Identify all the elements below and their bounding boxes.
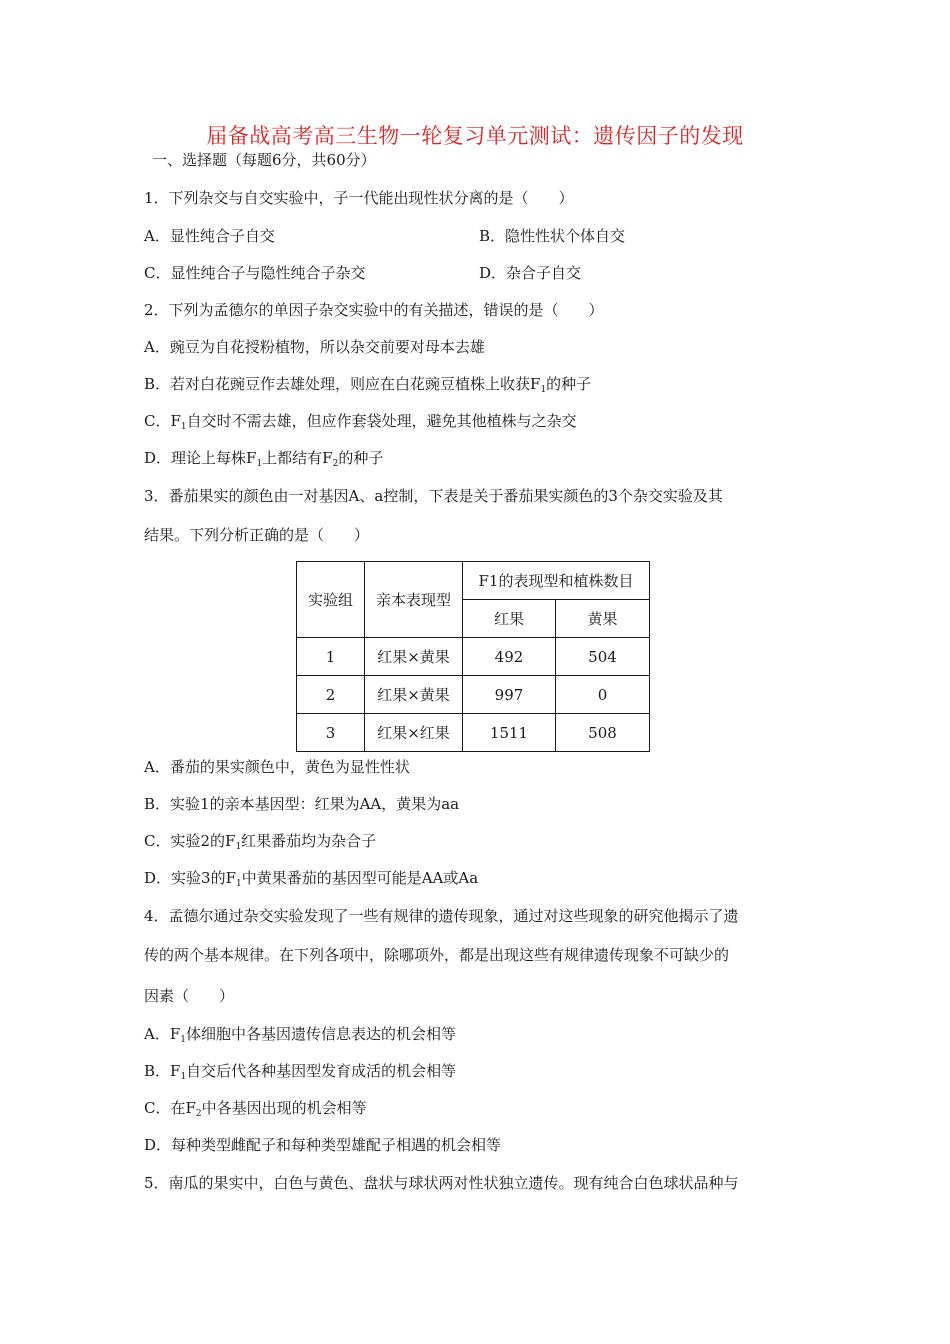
question-4-option-b: B．$F_1$自交后代各种基因型发育成活的机会相等	[144, 1062, 457, 1082]
question-3-option-b: B．实验1的亲本基因型：红果为AA，黄果为aa	[144, 795, 460, 813]
question-2-option-b: B．若对白花豌豆作去雄处理，则应在白花豌豆植株上收获$F_1$的种子	[144, 375, 592, 395]
cell-red: 1511	[463, 714, 556, 752]
question-2-option-a: A．豌豆为自花授粉植物，所以杂交前要对母本去雄	[144, 338, 485, 356]
cell-red: 997	[463, 676, 556, 714]
table-row	[297, 676, 650, 714]
question-1-option-d: D．杂合子自交	[479, 264, 582, 282]
cell-group: 2	[297, 676, 365, 714]
header-parent-phenotype: 亲本表现型	[365, 562, 463, 638]
header-group: 实验组	[297, 562, 365, 638]
question-4-stem-line2: 传的两个基本规律。在下列各项中，除哪项外，都是出现这些有规律遗传现象不可缺少的	[144, 946, 730, 964]
question-3-stem-line1: 3．番茄果实的颜色由一对基因A、a控制，下表是关于番茄果实颜色的3个杂交实验及其	[144, 487, 723, 505]
question-3-option-a: A．番茄的果实颜色中，黄色为显性性状	[144, 758, 410, 776]
question-5-stem-line1: 5．南瓜的果实中，白色与黄色、盘状与球状两对性状独立遗传。现有纯合白色球状品种与	[144, 1174, 739, 1192]
cell-yellow: 0	[556, 676, 650, 714]
question-2-option-d: D．理论上每株$F_1$上都结有$F_2$的种子	[144, 449, 384, 469]
cell-parent: 红果×红果	[365, 714, 463, 752]
question-4-option-d: D．每种类型雌配子和每种类型雄配子相遇的机会相等	[144, 1136, 502, 1154]
cell-group: 3	[297, 714, 365, 752]
document-title: 届备战高考高三生物一轮复习单元测试：遗传因子的发现	[206, 124, 744, 148]
question-2-stem: 2．下列为孟德尔的单因子杂交实验中的有关描述，错误的是（ ）	[144, 301, 604, 319]
cell-yellow: 504	[556, 638, 650, 676]
question-4-option-c: C．在$F_2$中各基因出现的机会相等	[144, 1099, 367, 1119]
question-4-stem-line1: 4．孟德尔通过杂交实验发现了一些有规律的遗传现象，通过对这些现象的研究他揭示了遗	[144, 907, 739, 925]
table-row	[297, 638, 650, 676]
cell-red: 492	[463, 638, 556, 676]
cell-parent: 红果×黄果	[365, 676, 463, 714]
header-red-fruit: 红果	[463, 600, 556, 638]
question-3-option-c: C．实验2的$F_1$红果番茄均为杂合子	[144, 832, 377, 852]
question-4-option-a: A．$F_1$体细胞中各基因遗传信息表达的机会相等	[144, 1025, 456, 1045]
question-1-option-c: C．显性纯合子与隐性纯合子杂交	[144, 264, 366, 282]
header-yellow-fruit: 黄果	[556, 600, 650, 638]
cell-group: 1	[297, 638, 365, 676]
question-1-option-b: B．隐性性状个体自交	[479, 227, 626, 245]
question-3-stem-line2: 结果。下列分析正确的是（ ）	[144, 526, 370, 544]
header-f1-phenotype: F1的表现型和植株数目	[463, 562, 650, 600]
cell-parent: 红果×黄果	[365, 638, 463, 676]
question-3-option-d: D．实验3的$F_1$中黄果番茄的基因型可能是AA或Aa	[144, 869, 479, 889]
question-4-stem-line3: 因素（ ）	[144, 987, 235, 1005]
question-1-stem: 1．下列杂交与自交实验中，子一代能出现性状分离的是（ ）	[144, 189, 574, 207]
question-1-option-a: A．显性纯合子自交	[144, 227, 275, 245]
cross-results-table	[296, 561, 650, 752]
cell-yellow: 508	[556, 714, 650, 752]
table-row	[297, 714, 650, 752]
section-heading: 一、选择题（每题6分，共60分）	[152, 151, 376, 169]
question-2-option-c: C．$F_1$自交时不需去雄，但应作套袋处理，避免其他植株与之杂交	[144, 412, 577, 432]
